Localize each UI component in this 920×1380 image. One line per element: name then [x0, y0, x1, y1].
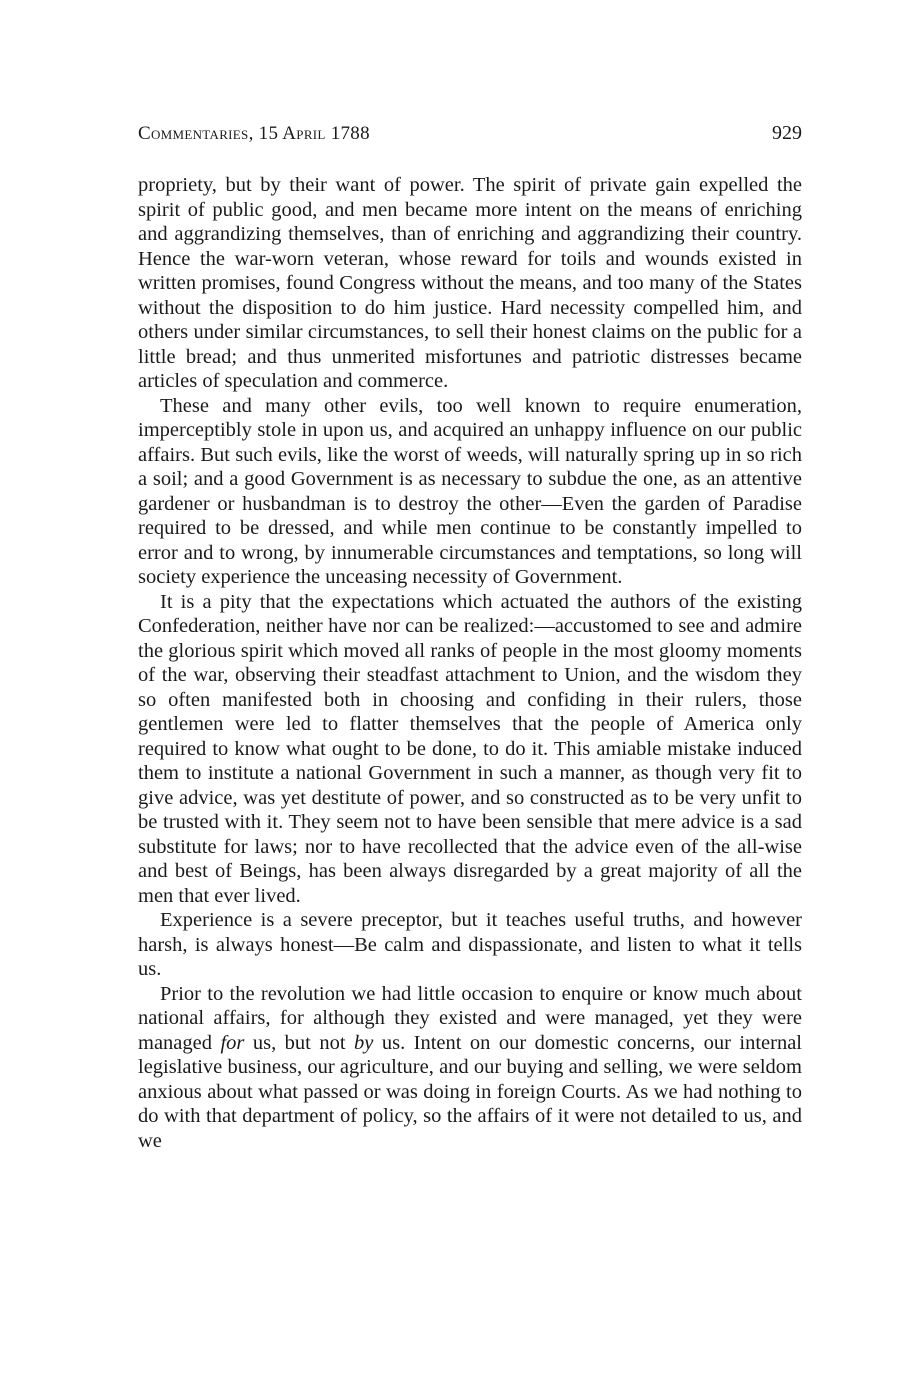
italic-text: by: [354, 1031, 374, 1054]
running-title: Commentaries, 15 April 1788: [138, 123, 370, 144]
page-number: 929: [772, 122, 802, 144]
text-run: Prior to the revolution we had little occasion to enquire or know much about national affairs, for although they existed and were managed, yet they were managed: [138, 982, 802, 1054]
text-run: These and many other evils, too well known to require enumeration, imperceptibly stole in upon us, and acquired an unhappy influence on our public affairs. But such evils, like the worst of weeds, will naturally spring up in so rich a soil; and a good Government is as necessary to subdue the one, as an attentive gardener or husbandman is to destroy the other—Even the garden of Paradise required to be dressed, and while men continue to be constantly impelled to error and to wrong, by innumerable circumstances and temptations, so long will society experience the unceasing necessity of Government.: [138, 394, 802, 588]
paragraph: [138, 394, 802, 590]
paragraph: [138, 590, 802, 909]
text-run: It is a pity that the expectations which actuated the authors of the existing Confederation, neither have nor can be realized:—accustomed to see and admire the glorious spirit which moved all ranks of people in the most gloomy moments of the war, observing their steadfast attachment to Union, and the wisdom they so often manifested both in choosing and confiding in their rulers, those gentlemen were led to flatter themselves that the people of America only required to know what ought to be done, to do it. This amiable mistake induced them to institute a national Government in such a manner, as though very fit to give advice, was yet destitute of power, and so constructed as to be very unfit to be trusted with it. They seem not to have been sensible that mere advice is a sad substitute for laws; nor to have recollected that the advice even of the all-wise and best of Beings, has been always disregarded by a great majority of all the men that ever lived.: [138, 590, 802, 907]
paragraph: [138, 173, 802, 394]
italic-text: for: [220, 1031, 245, 1054]
body-text: [138, 173, 802, 1153]
text-run: us, but not: [244, 1031, 355, 1054]
text-run: us. Intent on our domestic concerns, our internal legislative business, our agriculture, and our buying and selling, we were seldom anxious about what passed or was doing in foreign Courts. As we had nothing to do with that department of policy, so the affairs of it were not detailed to us, and we: [138, 1031, 802, 1152]
document-page: [138, 118, 802, 1153]
paragraph: [138, 982, 802, 1154]
running-head: [138, 118, 802, 149]
text-run: propriety, but by their want of power. The spirit of private gain expelled the spirit of public good, and men became more intent on the means of enriching and aggrandizing themselves, than of enriching and aggrandizing their country. Hence the war-worn veteran, whose reward for toils and wounds existed in written promises, found Congress without the means, and too many of the States without the disposition to do him justice. Hard necessity compelled him, and others under similar circumstances, to sell their honest claims on the public for a little bread; and thus unmerited misfortunes and patriotic distresses became articles of speculation and commerce.: [138, 174, 802, 392]
paragraph: [138, 908, 802, 982]
text-run: Experience is a severe preceptor, but it teaches useful truths, and however harsh, is always honest—Be calm and dispassionate, and listen to what it tells us.: [138, 909, 802, 980]
